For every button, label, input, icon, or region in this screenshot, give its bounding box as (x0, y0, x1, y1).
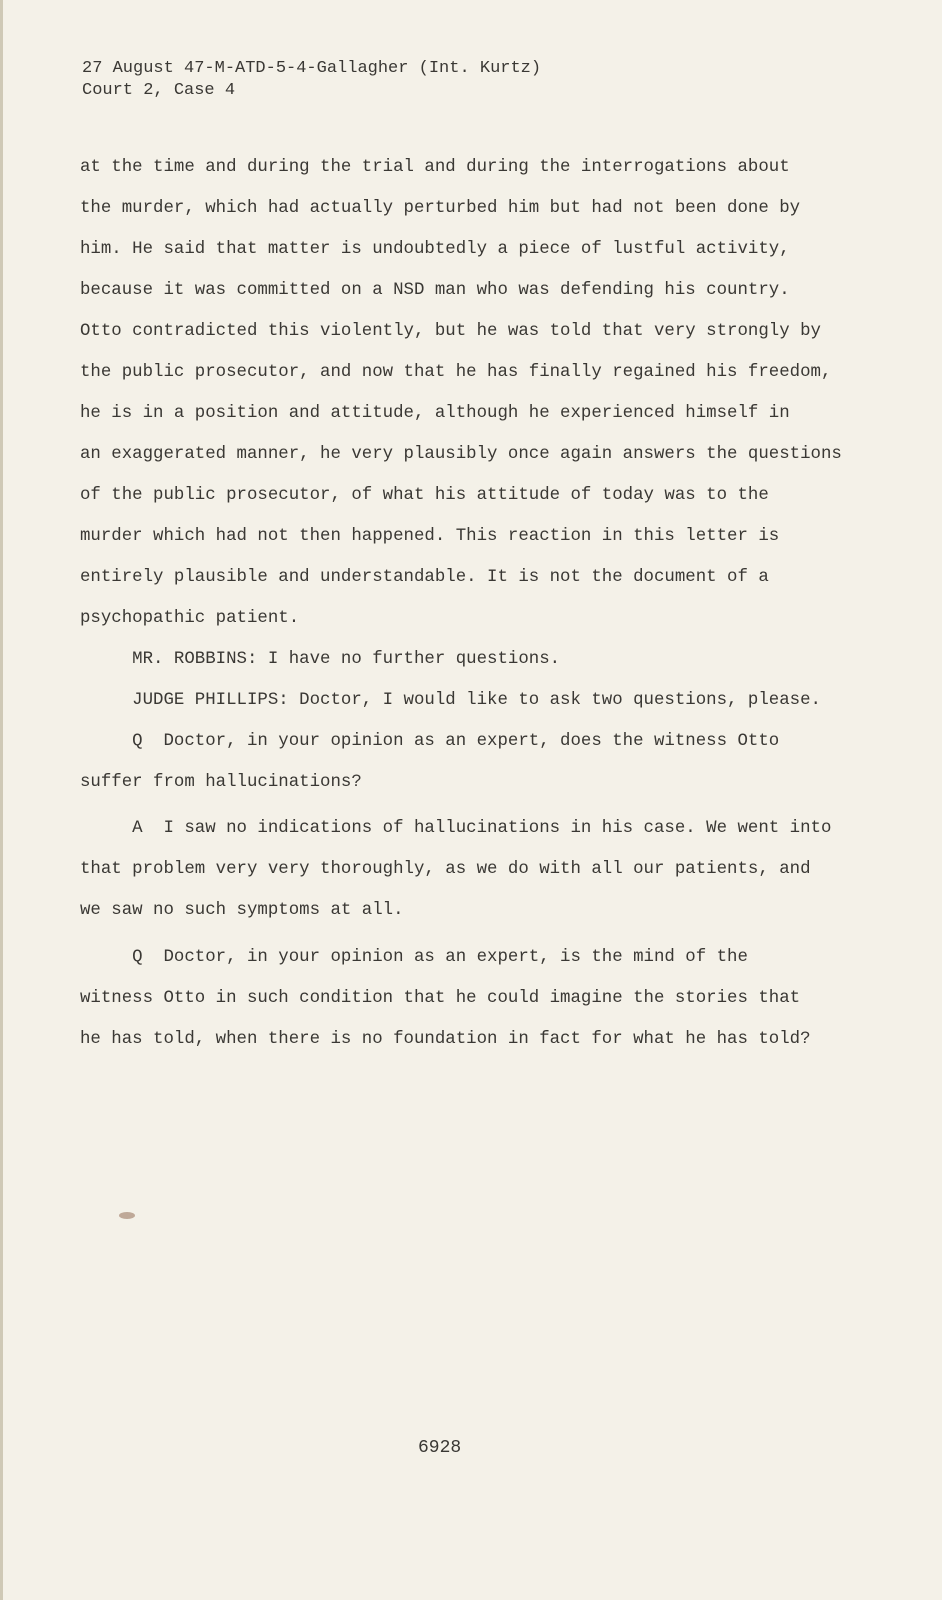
text-line: of the public prosecutor, of what his attitude of today was to the (80, 486, 769, 505)
text-line: entirely plausible and understandable. It is not the document of a (80, 568, 769, 587)
text-line: the public prosecutor, and now that he has finally regained his freedom, (80, 363, 832, 382)
text-line: an exaggerated manner, he very plausibly once again answers the questions (80, 445, 842, 464)
text-line: MR. ROBBINS: I have no further questions. (80, 650, 561, 669)
header-line-2: Court 2, Case 4 (82, 81, 236, 100)
text-line: Otto contradicted this violently, but he was told that very strongly by (80, 322, 821, 341)
text-line: JUDGE PHILLIPS: Doctor, I would like to ask two questions, please. (80, 691, 821, 710)
text-line: that problem very very thoroughly, as we do with all our patients, and (80, 860, 811, 879)
text-line: Q Doctor, in your opinion as an expert, does the witness Otto (80, 732, 780, 751)
text-line: at the time and during the trial and during the interrogations about (80, 158, 790, 177)
text-line: because it was committed on a NSD man who was defending his country. (80, 281, 790, 300)
text-line: he has told, when there is no foundation in fact for what he has told? (80, 1030, 811, 1049)
document-header (82, 58, 541, 102)
text-line: A I saw no indications of hallucinations in his case. We went into (80, 819, 832, 838)
text-line: psychopathic patient. (80, 609, 300, 628)
page-number: 6928 (418, 1438, 462, 1458)
text-line: we saw no such symptoms at all. (80, 901, 404, 920)
text-line: he is in a position and attitude, although he experienced himself in (80, 404, 790, 423)
text-line: Q Doctor, in your opinion as an expert, is the mind of the (80, 948, 748, 967)
text-line: murder which had not then happened. This reaction in this letter is (80, 527, 780, 546)
text-line: witness Otto in such condition that he could imagine the stories that (80, 989, 801, 1008)
text-line: the murder, which had actually perturbed him but had not been done by (80, 199, 801, 218)
ink-smudge (119, 1212, 135, 1219)
header-line-1: 27 August 47-M-ATD-5-4-Gallagher (Int. Kurtz) (82, 59, 542, 78)
text-line: him. He said that matter is undoubtedly a piece of lustful activity, (80, 240, 790, 259)
text-line: suffer from hallucinations? (80, 773, 362, 792)
